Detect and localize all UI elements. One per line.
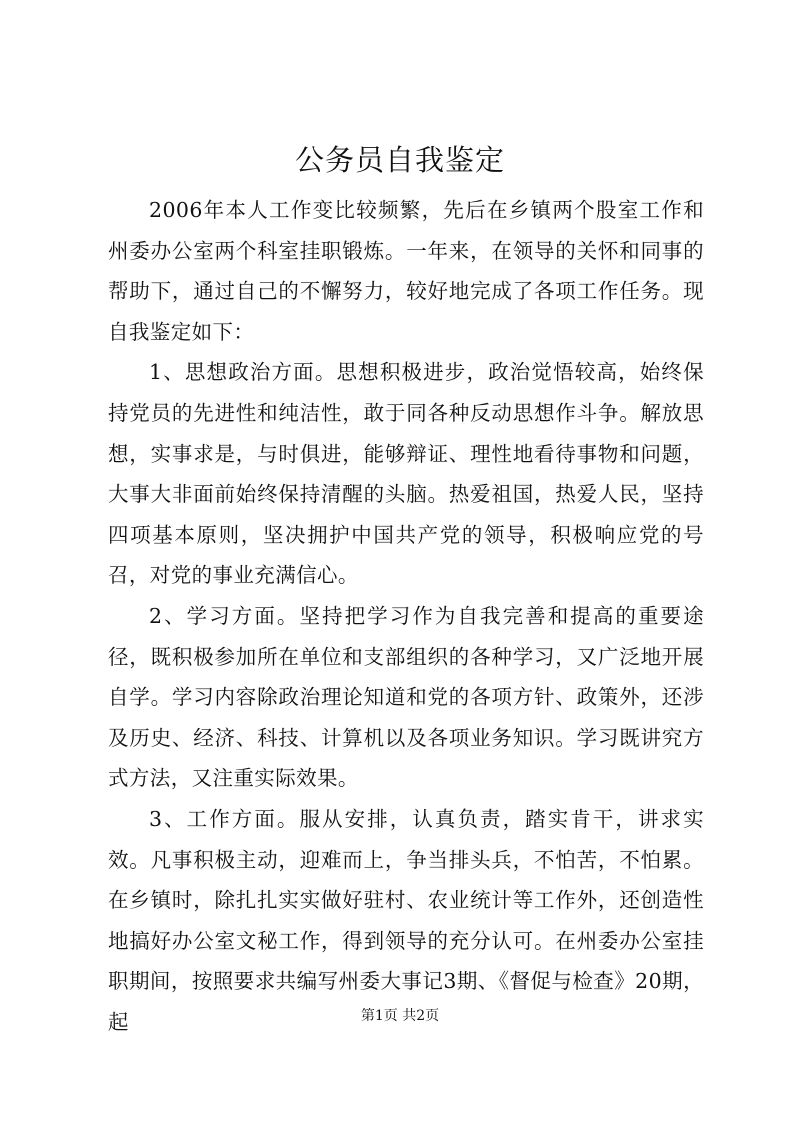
paragraph-work: 3、工作方面。服从安排，认真负责，踏实肯干，讲求实效。凡事积极主动，迎难而上，争当排头兵，不怕苦，不怕累。在乡镇时，除扎扎实实做好驻村、农业统计等工作外，还创造性地搞好办公室文秘工作，得到领导的充分认可。在州委办公室挂职期间，按照要求共编写州委大事记3期、《督促与检查》20期，起 <box>108 806 704 1034</box>
page-number-footer: 第1页 共2页 <box>360 1008 440 1024</box>
paragraph-intro: 2006年本人工作变比较频繁，先后在乡镇两个股室工作和州委办公室两个科室挂职锻炼。一年来，在领导的关怀和同事的帮助下，通过自己的不懈努力，较好地完成了各项工作任务。现自我鉴定如下： <box>108 198 704 344</box>
paragraph-study: 2、学习方面。坚持把学习作为自我完善和提高的重要途径，既积极参加所在单位和支部组织的各种学习，又广泛地开展自学。学习内容除政治理论知道和党的各项方针、政策外，还涉及历史、经济、科技、计算机以及各项业务知识。学习既讲究方式方法，又注重实际效果。 <box>108 603 704 791</box>
paragraph-political: 1、思想政治方面。思想积极进步，政治觉悟较高，始终保持党员的先进性和纯洁性，敢于同各种反动思想作斗争。解放思想，实事求是，与时俱进，能够辩证、理性地看待事物和问题，大事大非面前始终保持清醒的头脑。热爱祖国，热爱人民，坚持四项基本原则，坚决拥护中国共产党的领导，积极响应党的号召，对党的事业充满信心。 <box>108 360 704 588</box>
document-body <box>108 190 704 1042</box>
document-title: 公务员自我鉴定 <box>294 143 505 177</box>
